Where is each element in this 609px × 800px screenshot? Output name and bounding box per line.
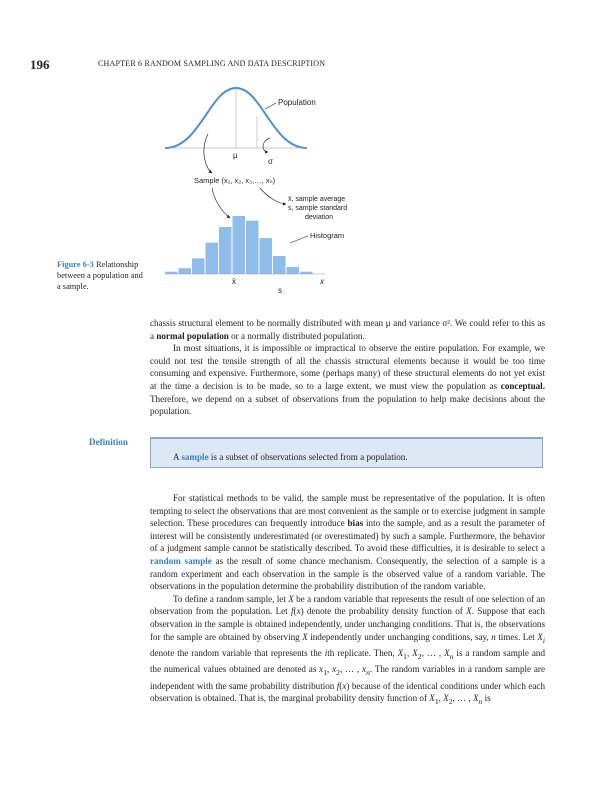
s-axis-label: s bbox=[278, 286, 282, 295]
population-pointer bbox=[265, 103, 276, 109]
sigma-arrow bbox=[263, 138, 270, 152]
histogram-bar bbox=[179, 268, 192, 274]
histogram-bar bbox=[287, 267, 300, 274]
definition-text-after: is a subset of observations selected from a population. bbox=[208, 452, 408, 462]
histogram-bar bbox=[219, 227, 232, 274]
sample-to-histogram-arrow bbox=[212, 188, 230, 218]
figure-caption-label: Figure 6-3 bbox=[57, 260, 94, 269]
figure-caption bbox=[57, 259, 147, 293]
population-label: Population bbox=[278, 98, 316, 107]
s-annotation-line1: s, sample standard bbox=[288, 205, 348, 212]
definition-box bbox=[150, 437, 543, 468]
mu-label: μ bbox=[233, 151, 238, 160]
histogram-bar bbox=[165, 272, 178, 274]
xbar-annotation: x̄, sample average bbox=[288, 196, 346, 203]
histogram-bar bbox=[300, 272, 313, 274]
histogram-bar bbox=[260, 238, 273, 274]
histogram-bar bbox=[273, 256, 286, 274]
body-text-lower bbox=[150, 492, 545, 709]
x-axis-label: x bbox=[320, 277, 324, 286]
histogram-bar bbox=[233, 216, 246, 274]
mu-arrow bbox=[204, 134, 212, 173]
page-header bbox=[30, 57, 579, 71]
paragraph: chassis structural element to be normally distributed with mean μ and variance σ². We could refer to this as a normal population or a normally distributed population. bbox=[150, 318, 545, 341]
histogram-label: Histogram bbox=[310, 231, 345, 240]
population-sample-figure bbox=[150, 80, 350, 295]
definition-label: Definition bbox=[89, 437, 128, 447]
sample-label: Sample (x₁, x₂, x₃,…, xₙ) bbox=[194, 176, 276, 185]
chapter-title: CHAPTER 6 RANDOM SAMPLING AND DATA DESCRIPTION bbox=[98, 59, 326, 68]
s-annotation-line2: deviation bbox=[305, 214, 334, 221]
histogram-bar bbox=[246, 221, 259, 274]
histogram-bar bbox=[192, 258, 205, 274]
sample-to-statistics-arrow bbox=[260, 188, 286, 204]
histogram-bar bbox=[206, 243, 219, 274]
paragraph: To define a random sample, let X be a random variable that represents the result of one selection of an observation from the population. Let f(x) denote the probability density function of X. Suppose that each observation in the sample is obtained independently, under unchanging conditions. That is, the observations for the sample are obtained by observing X independently under unchanging conditions, say, n times. Let $X_i$ denote the random variable that represents the ith replicate. Then, $X_1$, $X_2$, … , $X_n$ is a random sample and the numerical values obtained are denoted as $x_1$, $x_2$, … , $x_n$. The random variables in a random sample are independent with the same probability distribution f(x) because of the identical conditions under which each observation is obtained. That is, the marginal probability density function of $X_1$, $X_2$, … , $X_n$ is bbox=[150, 593, 546, 707]
histogram bbox=[165, 216, 313, 274]
definition-text-before: A bbox=[173, 452, 182, 462]
page-number: 196 bbox=[30, 57, 50, 72]
paragraph: For statistical methods to be valid, the sample must be representative of the population. It is often tempting to select the observations that are most convenient as the sample or to exercise judgment in sample selection. These procedures can frequently introduce bias into the sample, and as a result the parameter of interest will be consistently underestimated (or overestimated) by such a sample. Furthermore, the behavior of a judgment sample cannot be statistically described. To avoid these difficulties, it is desirable to select a random sample as the result of some chance mechanism. Consequently, the selection of a sample is a random experiment and each observation in the sample is the observed value of a random variable. The observations in the population determine the probability distribution of the random variable. bbox=[150, 493, 545, 592]
body-text-upper bbox=[150, 317, 545, 418]
paragraph: In most situations, it is impossible or impractical to observe the entire population. For example, we could not test the tensile strength of all the chassis structural elements because it would be too time consuming and expensive. Furthermore, some (perhaps many) of these structural elements do not yet exist at the time a decision is to be made, so to a large extent, we must view the population as conceptual. Therefore, we depend on a subset of observations from the population to help make decisions about the population. bbox=[150, 343, 545, 417]
definition-term: sample bbox=[181, 452, 209, 462]
xbar-axis-label: x̄ bbox=[232, 277, 236, 286]
figure-caption-text: Relationship between a population and a sample. bbox=[57, 260, 143, 292]
sigma-label: σ bbox=[268, 157, 273, 166]
histogram-pointer bbox=[290, 236, 308, 243]
